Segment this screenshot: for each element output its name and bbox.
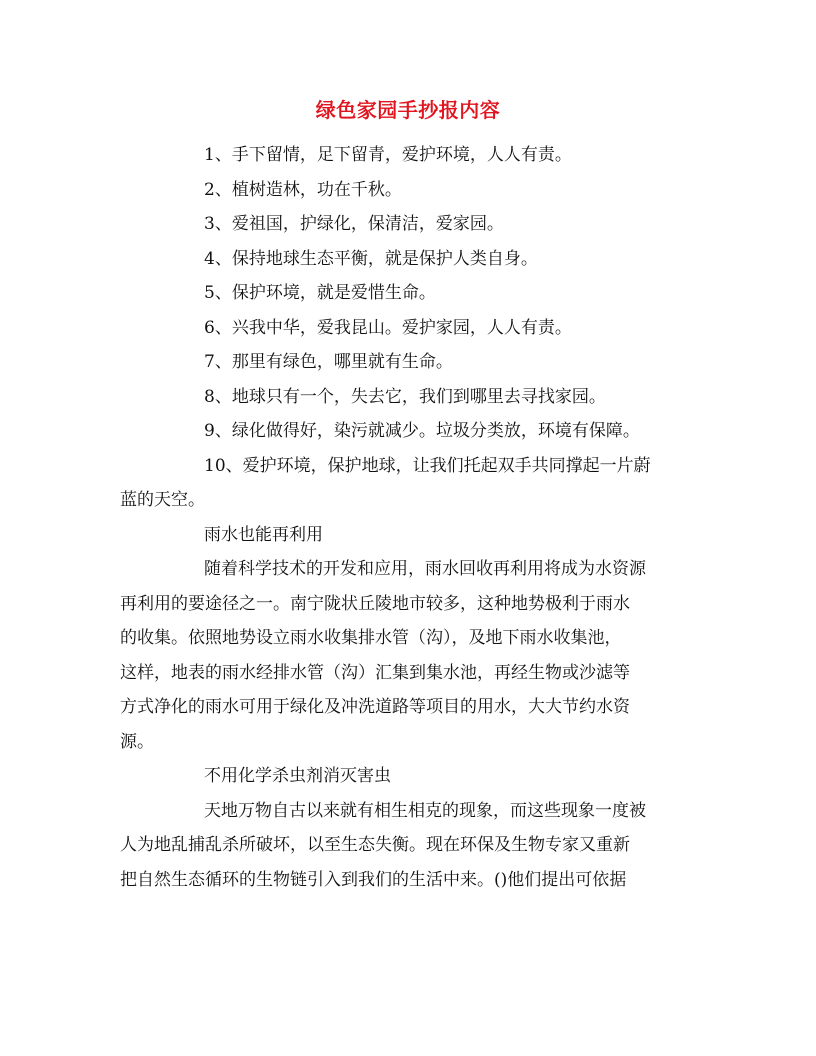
- document-body: [120, 138, 696, 897]
- paragraph-line: 天地万物自古以来就有相生相克的现象，而这些现象一度被: [204, 800, 646, 821]
- section-heading-rainwater: 雨水也能再利用: [204, 524, 323, 545]
- slogan-10-line-1: 10、爱护环境，保护地球，让我们托起双手共同撑起一片蔚: [204, 455, 651, 476]
- slogan-10-line-2: 蓝的天空。: [120, 490, 205, 510]
- slogan-8: 8、地球只有一个，失去它，我们到哪里去寻找家园。: [204, 386, 606, 407]
- slogan-1: 1、手下留情，足下留青，爱护环境，人人有责。: [204, 145, 572, 165]
- paragraph-line: 这样，地表的雨水经排水管（沟）汇集到集水池，再经生物或沙滤等: [120, 662, 630, 683]
- slogan-2: 2、植树造林，功在千秋。: [204, 179, 402, 200]
- slogan-9: 9、绿化做得好，染污就减少。垃圾分类放，环境有保障。: [204, 421, 640, 441]
- document-title: 绿色家园手抄报内容: [315, 98, 501, 122]
- paragraph-line: 源。: [120, 731, 154, 752]
- paragraph-line: 方式净化的雨水可用于绿化及冲洗道路等项目的用水，大大节约水资: [120, 697, 630, 717]
- paragraph-line: 的收集。依照地势设立雨水收集排水管（沟），及地下雨水收集池，: [120, 628, 622, 648]
- slogan-3: 3、爱祖国，护绿化，保清洁，爱家园。: [204, 214, 504, 234]
- slogan-6: 6、兴我中华，爱我昆山。爱护家园，人人有责。: [204, 317, 572, 338]
- paragraph-line: 随着科学技术的开发和应用，雨水回收再利用将成为水资源: [204, 559, 646, 579]
- slogan-5: 5、保护环境，就是爱惜生命。: [204, 283, 436, 303]
- paragraph-line: 人为地乱捕乱杀所破坏，以至生态失衡。现在环保及生物专家又重新: [120, 835, 630, 855]
- section-heading-pest-control: 不用化学杀虫剂消灭害虫: [204, 766, 391, 786]
- paragraph-line: 把自然生态循环的生物链引入到我们的生活中来。()他们提出可依据: [120, 869, 627, 890]
- slogan-4: 4、保持地球生态平衡，就是保护人类自身。: [204, 248, 538, 269]
- slogan-7: 7、那里有绿色，哪里就有生命。: [204, 352, 453, 372]
- paragraph-line: 再利用的要途径之一。南宁陇状丘陵地市较多，这种地势极利于雨水: [120, 593, 630, 614]
